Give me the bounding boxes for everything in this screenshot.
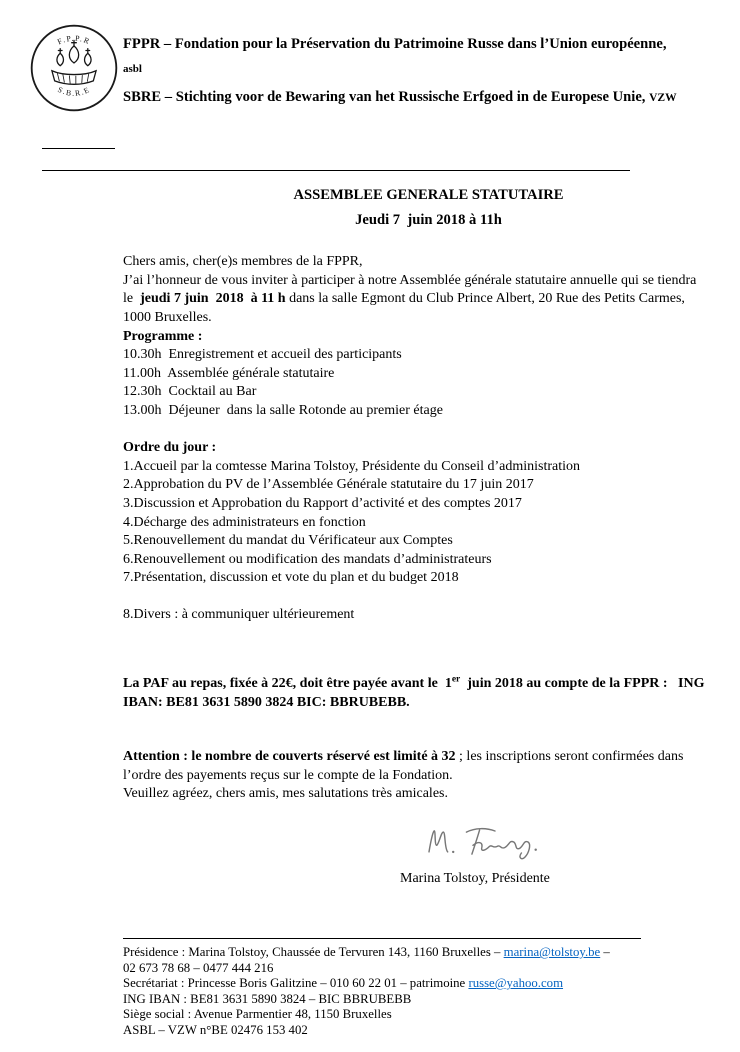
agenda-item: 2.Approbation du PV de l’Assemblée Générale statutaire du 17 juin 2017: [123, 477, 534, 493]
footer-phones: 02 673 78 68 – 0477 444 216: [123, 960, 274, 975]
intro-pre: J’ai l’honneur de vous inviter à participer à notre Assemblée générale statutaire annuelle qui se tiendra le: [123, 272, 700, 307]
agenda-item: 7.Présentation, discussion et vote du plan et du budget 2018: [123, 570, 459, 586]
footer-presidence: [123, 945, 683, 961]
church-domes-icon: [52, 40, 96, 84]
intro-post: dans la salle Egmont du Club Prince Albert, 20 Rue des Petits Carmes, 1000 Bruxelles.: [123, 291, 689, 325]
agenda-divers: 8.Divers : à communiquer ultérieurement: [123, 607, 355, 623]
intro-paragraph: [123, 272, 708, 328]
agenda-item: 5.Renouvellement du mandat du Vérificateur aux Comptes: [123, 533, 453, 549]
intro-datetime: jeudi 7 juin 2018 à 11 h: [140, 291, 286, 307]
closing-line: Veuillez agréez, chers amis, mes salutations très amicales.: [123, 786, 448, 802]
agenda-item: 4.Décharge des administrateurs en fonction: [123, 514, 366, 530]
footer-divider: [123, 938, 641, 939]
header-divider: [42, 170, 630, 171]
handwritten-signature-icon: [418, 818, 550, 866]
attention-rest: ; les inscriptions seront confirmées dans l’ordre des payements reçus sur le compte de la Fondation.: [123, 749, 687, 783]
org-name-fr: FPPR – Fondation pour la Préservation du Patrimoine Russe dans l’Union européenne,: [123, 36, 667, 52]
logo-bottom-text: S.B.R.E: [56, 84, 92, 98]
short-rule: [42, 148, 115, 149]
document-date: Jeudi 7 juin 2018 à 11h: [355, 211, 502, 228]
footer-presidence-suffix: –: [600, 945, 610, 959]
agenda-item: 3.Discussion et Approbation du Rapport d’activité et des comptes 2017: [123, 495, 522, 511]
email-link-marina[interactable]: marina@tolstoy.be: [503, 945, 601, 959]
fppr-logo: [28, 22, 120, 114]
attention-paragraph: [123, 748, 708, 785]
footer-asbl-number: ASBL – VZW n°BE 02476 153 402: [123, 1022, 308, 1037]
programme-item: 12.30h Cocktail au Bar: [123, 384, 257, 400]
agenda-item: 6.Renouvellement ou modification des mandats d’administrateurs: [123, 551, 492, 567]
org-name-nl-text: SBRE – Stichting voor de Bewaring van het Russische Erfgoed in de Europese Unie,: [123, 89, 646, 105]
salutation: Chers amis, cher(e)s membres de la FPPR,: [123, 254, 363, 270]
org-name-nl: [123, 89, 723, 106]
email-link-patrimoine[interactable]: russe@yahoo.com: [468, 976, 564, 990]
payment-superscript: er: [451, 674, 461, 685]
org-type-fr: asbl: [123, 63, 142, 75]
signature: [418, 818, 550, 866]
signature-name: Marina Tolstoy, Présidente: [400, 871, 550, 887]
payment-paragraph: [123, 675, 708, 712]
payment-post: juin 2018 au compte de la FPPR : ING IBAN: BE81 3631 5890 3824 BIC: BBRUBEBB.: [123, 676, 708, 710]
footer-secretariat-text: Secrétariat : Princesse Boris Galitzine – 010 60 22 01 – patrimoine: [123, 976, 469, 990]
attention-bold: Attention : le nombre de couverts réservé est limité à 32: [123, 749, 456, 765]
footer-secretariat: [123, 976, 683, 992]
footer-presidence-text: Présidence : Marina Tolstoy, Chaussée de Tervuren 143, 1160 Bruxelles –: [123, 945, 504, 959]
letter-body: [123, 186, 708, 889]
footer-siege-social: Siège social : Avenue Parmentier 48, 1150 Bruxelles: [123, 1007, 392, 1021]
programme-label: Programme :: [123, 328, 203, 344]
logo-top-text: F.P.P.R: [55, 33, 92, 47]
programme-item: 11.00h Assemblée générale statutaire: [123, 365, 335, 381]
letterhead: [123, 36, 723, 106]
org-type-nl: VZW: [649, 92, 677, 104]
document-title: ASSEMBLEE GENERALE STATUTAIRE: [293, 187, 564, 203]
footer-iban: ING IBAN : BE81 3631 5890 3824 – BIC BBRUBEBB: [123, 991, 412, 1006]
fppr-logo-graphic: [28, 22, 120, 114]
footer: [123, 938, 683, 1038]
agenda-label: Ordre du jour :: [123, 440, 217, 456]
payment-pre: La PAF au repas, fixée à 22€, doit être payée avant le 1: [123, 676, 452, 692]
programme-item: 10.30h Enregistrement et accueil des participants: [123, 347, 402, 363]
programme-item: 13.00h Déjeuner dans la salle Rotonde au premier étage: [123, 402, 443, 418]
agenda-item: 1.Accueil par la comtesse Marina Tolstoy, Présidente du Conseil d’administration: [123, 458, 581, 474]
